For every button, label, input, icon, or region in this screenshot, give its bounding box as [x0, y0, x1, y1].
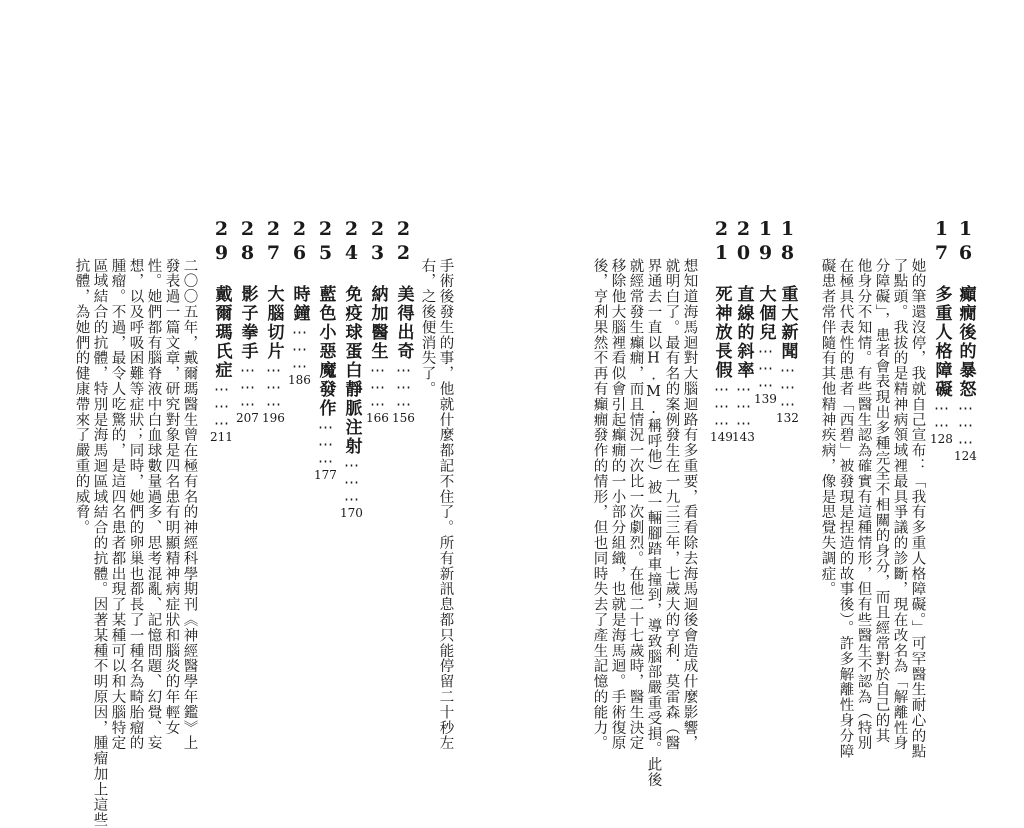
body-text-line: 抗體，為她們的健康帶來了嚴重的威脅。 — [73, 258, 90, 536]
toc-leader: ⋯⋯⋯ — [778, 361, 797, 412]
toc-number: 28 — [236, 218, 259, 266]
toc-page-number: 124 — [954, 449, 977, 463]
body-text-line: 在極具代表性的患者「西碧」被發現是捏造的故事後）。許多解離性身分障 — [837, 258, 854, 759]
toc-title: 時鐘 — [289, 285, 310, 323]
toc-leader: ⋯⋯⋯ — [238, 361, 257, 412]
body-text-line: 想知道海馬迴對大腦迴路有多重要，看看除去海馬迴後會造成什麼影響， — [681, 258, 698, 751]
body-text-line: 性。她們都有腦脊液中白血球數量過多、思考混亂、記憶問題、幻覺、妄 — [145, 258, 162, 751]
toc-title: 癲癇後的暴怒 — [955, 285, 976, 399]
toc-entry-28 — [236, 218, 259, 424]
toc-number: 19 — [754, 218, 777, 266]
toc-number: 23 — [366, 218, 389, 266]
toc-entry-19 — [754, 218, 777, 405]
toc-page-number: 196 — [262, 411, 285, 425]
toc-title: 多重人格障礙 — [931, 285, 952, 399]
toc-entry-22 — [392, 218, 415, 424]
toc-page-number: 149 — [710, 430, 733, 444]
toc-entry-29 — [210, 218, 233, 443]
toc-entry-20 — [732, 218, 755, 443]
toc-number: 22 — [392, 218, 415, 266]
body-text-line: 二〇〇五年，戴爾瑪醫生曾在極有名的神經科學期刊《神經醫學年鑑》上 — [181, 258, 198, 751]
toc-page-number: 166 — [366, 411, 389, 425]
toc-title: 直線的斜率 — [733, 285, 754, 380]
toc-entry-21 — [710, 218, 733, 443]
toc-number: 26 — [288, 218, 311, 266]
body-text-line: 想，以及呼吸困難等症狀；同時，她們的卵巢也都長了一種名為畸胎瘤的 — [127, 258, 144, 751]
toc-page-number: 156 — [392, 411, 415, 425]
toc-entry-16 — [954, 218, 977, 462]
toc-page-number: 211 — [210, 430, 233, 444]
toc-number: 25 — [314, 218, 337, 266]
toc-number: 29 — [210, 218, 233, 266]
toc-entry-26 — [288, 218, 311, 386]
toc-entry-25 — [314, 218, 337, 481]
body-text-line: 腫瘤。不過，最令人吃驚的，是這四名患者都出現了某種可以和大腦特定 — [109, 258, 126, 751]
toc-title: 免疫球蛋白靜脈注射 — [341, 285, 362, 456]
toc-title: 美得出奇 — [393, 285, 414, 361]
right-page — [512, 0, 1024, 808]
toc-leader: ⋯⋯⋯ — [956, 399, 975, 450]
toc-page-number: 139 — [754, 392, 777, 406]
body-text-line: 後，亨利果然不再有癲癇發作的情形，但也同時失去了產生記憶的能力。 — [591, 258, 608, 751]
toc-leader: ⋯⋯⋯ — [394, 361, 413, 412]
toc-page-number: 143 — [732, 430, 755, 444]
toc-page-number: 128 — [930, 432, 953, 446]
body-text-line: 礙患者常伴隨有其他精神疾病，像是思覺失調症。 — [819, 258, 836, 597]
body-text-line: 界通去一直以H.M.稱呼他）被一輛腳踏車撞到，導致腦部嚴重受損。此後 — [645, 258, 662, 788]
toc-number: 18 — [776, 218, 799, 266]
toc-leader: ⋯⋯ — [932, 399, 951, 433]
toc-leader: ⋯⋯⋯ — [264, 361, 283, 412]
toc-number: 20 — [732, 218, 755, 266]
body-text-line: 右，之後便消失了。 — [419, 258, 436, 397]
body-text-line: 區域結合的抗體，特別是海馬迴區域結合的抗體。因著某種不明原因，腫瘤加上這些 — [91, 258, 108, 828]
body-text-line: 分障礙」，患者會表現出多種完全不相關的身分，而且經常對於自己的其 — [873, 258, 890, 744]
toc-leader: ⋯⋯⋯ — [290, 323, 309, 374]
toc-page-number: 207 — [236, 411, 259, 425]
toc-number: 16 — [954, 218, 977, 266]
toc-entry-18 — [776, 218, 799, 424]
toc-leader: ⋯⋯⋯ — [316, 418, 335, 469]
toc-title: 戴爾瑪氏症 — [211, 285, 232, 380]
toc-title: 大腦切片 — [263, 285, 284, 361]
body-text-line: 發表過一篇文章，研究對象是四名患有明顯精神病症狀和腦炎的年輕女 — [163, 258, 180, 736]
body-text-line: 就經常發生癲癇，而且情況一次比一次劇烈。在他二十七歲時，醫生決定 — [627, 258, 644, 751]
toc-entry-23 — [366, 218, 389, 424]
toc-page-number: 186 — [288, 373, 311, 387]
body-text-line: 了點頭。我拔的是精神病領域裡最具爭議的診斷，現在改名為「解離性身 — [891, 258, 908, 751]
toc-entry-17 — [930, 218, 953, 445]
toc-leader: ⋯⋯⋯ — [734, 380, 753, 431]
toc-page-number: 170 — [340, 506, 363, 520]
toc-number: 21 — [710, 218, 733, 266]
toc-title: 納加醫生 — [367, 285, 388, 361]
toc-leader: ⋯⋯⋯ — [212, 380, 231, 431]
body-text-line: 移除他大腦裡看似會引起癲癇的一小部分組織，也就是海馬迴。手術復原 — [609, 258, 626, 751]
toc-leader: ⋯⋯⋯ — [342, 456, 361, 507]
body-text-line: 就明白了。最有名的案例發生在一九三三年，七歲大的亨利．莫雷森（醫 — [663, 258, 680, 751]
toc-title: 影子拳手 — [237, 285, 258, 361]
body-text-line: 她的筆還沒停，我就自己宣布：「我有多重人格障礙。」可罕醫生耐心的點 — [909, 258, 926, 759]
toc-number: 24 — [340, 218, 363, 266]
body-text-line: 他身分不知情。有些醫生認為確實有這種情形，但有些醫生不認為（特別 — [855, 258, 872, 751]
body-text-line: 手術後發生的事，他就什麼都記不住了。所有新訊息都只能停留二十秒左 — [437, 258, 454, 751]
toc-entry-27 — [262, 218, 285, 424]
toc-page-number: 177 — [314, 468, 337, 482]
toc-number: 27 — [262, 218, 285, 266]
toc-page-number: 132 — [776, 411, 799, 425]
toc-title: 死神放長假 — [711, 285, 732, 380]
toc-leader: ⋯⋯⋯ — [712, 380, 731, 431]
toc-leader: ⋯⋯⋯ — [756, 342, 775, 393]
toc-number: 17 — [930, 218, 953, 266]
toc-entry-24 — [340, 218, 363, 519]
toc-leader: ⋯⋯⋯ — [368, 361, 387, 412]
toc-title: 大個兒 — [755, 285, 776, 342]
toc-title: 重大新聞 — [777, 285, 798, 361]
toc-title: 藍色小惡魔發作 — [315, 285, 336, 418]
